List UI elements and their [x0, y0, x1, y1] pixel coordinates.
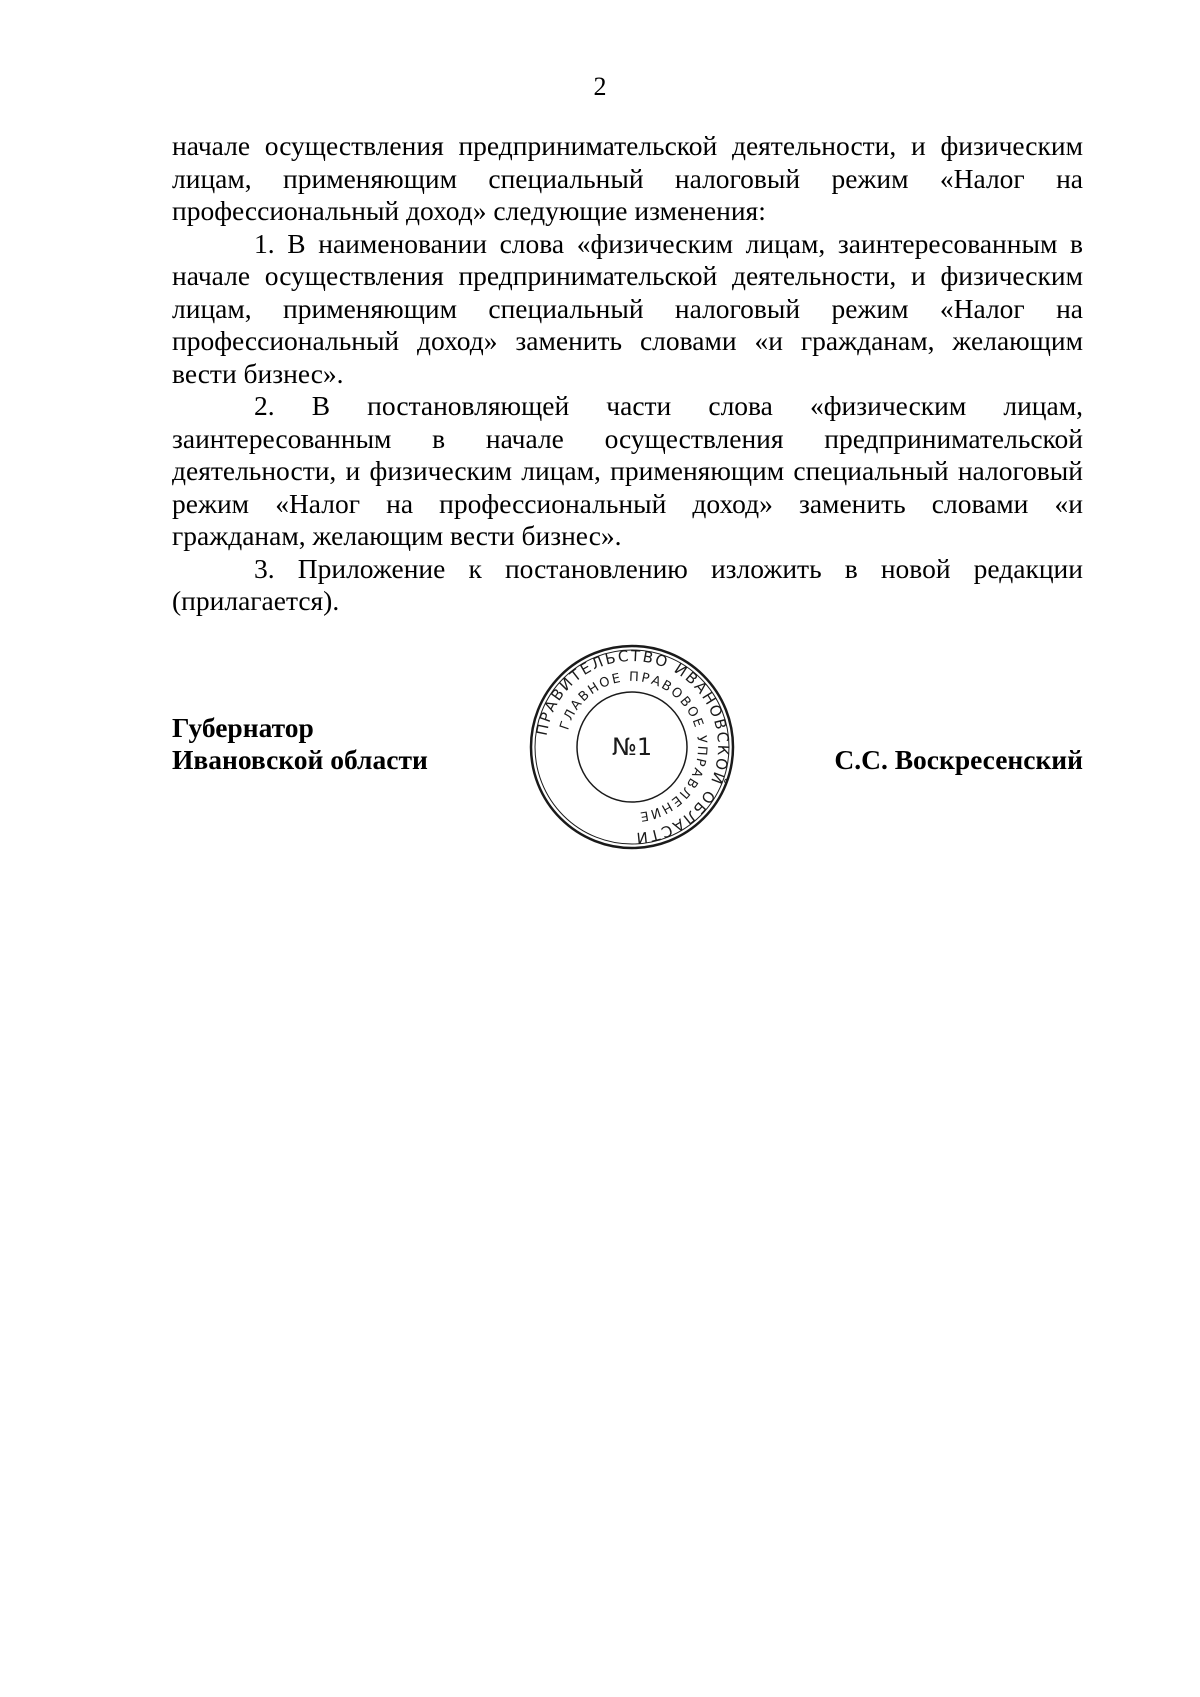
official-seal-stamp	[527, 642, 737, 852]
paragraph-item-2: 2. В постановляющей части слова «физическим лицам, заинтересованным в начале осуществления предпринимательской деятельности, и физическим лицам, применяющим специальный налоговый режим «Налог на профессиональный доход» заменить словами «и гражданам, желающим вести бизнес».	[172, 390, 1083, 551]
page-number: 2	[593, 72, 607, 101]
signatory-position-line1: Губернатор	[172, 712, 314, 743]
seal-inner-text: ГЛАВНОЕ ПРАВОВОЕ УПРАВЛЕНИЕ	[557, 669, 710, 824]
seal-outer-text: ПРАВИТЕЛЬСТВО ИВАНОВСКОЙ ОБЛАСТИ	[532, 646, 733, 848]
seal-number: №1	[611, 733, 653, 761]
paragraph-continuation: начале осуществления предпринимательской деятельности, и физическим лицам, применяющим специальный налоговый режим «Налог на профессиональный доход» следующие изменения:	[172, 130, 1083, 226]
signatory-name: С.С. Воскресенский	[834, 744, 1083, 775]
signatory-position-line2: Ивановской области	[172, 744, 428, 775]
paragraph-item-3: 3. Приложение к постановлению изложить в новой редакции (прилагается).	[172, 552, 1083, 616]
paragraph-item-1: 1. В наименовании слова «физическим лицам, заинтересованным в начале осуществления предпринимательской деятельности, и физическим лицам, применяющим специальный налоговый режим «Налог на профессиональный доход» заменить словами «и гражданам, желающим вести бизнес».	[172, 227, 1083, 389]
signatory-position	[172, 712, 428, 776]
seal-graphic	[527, 642, 737, 852]
document-body	[172, 130, 1083, 618]
